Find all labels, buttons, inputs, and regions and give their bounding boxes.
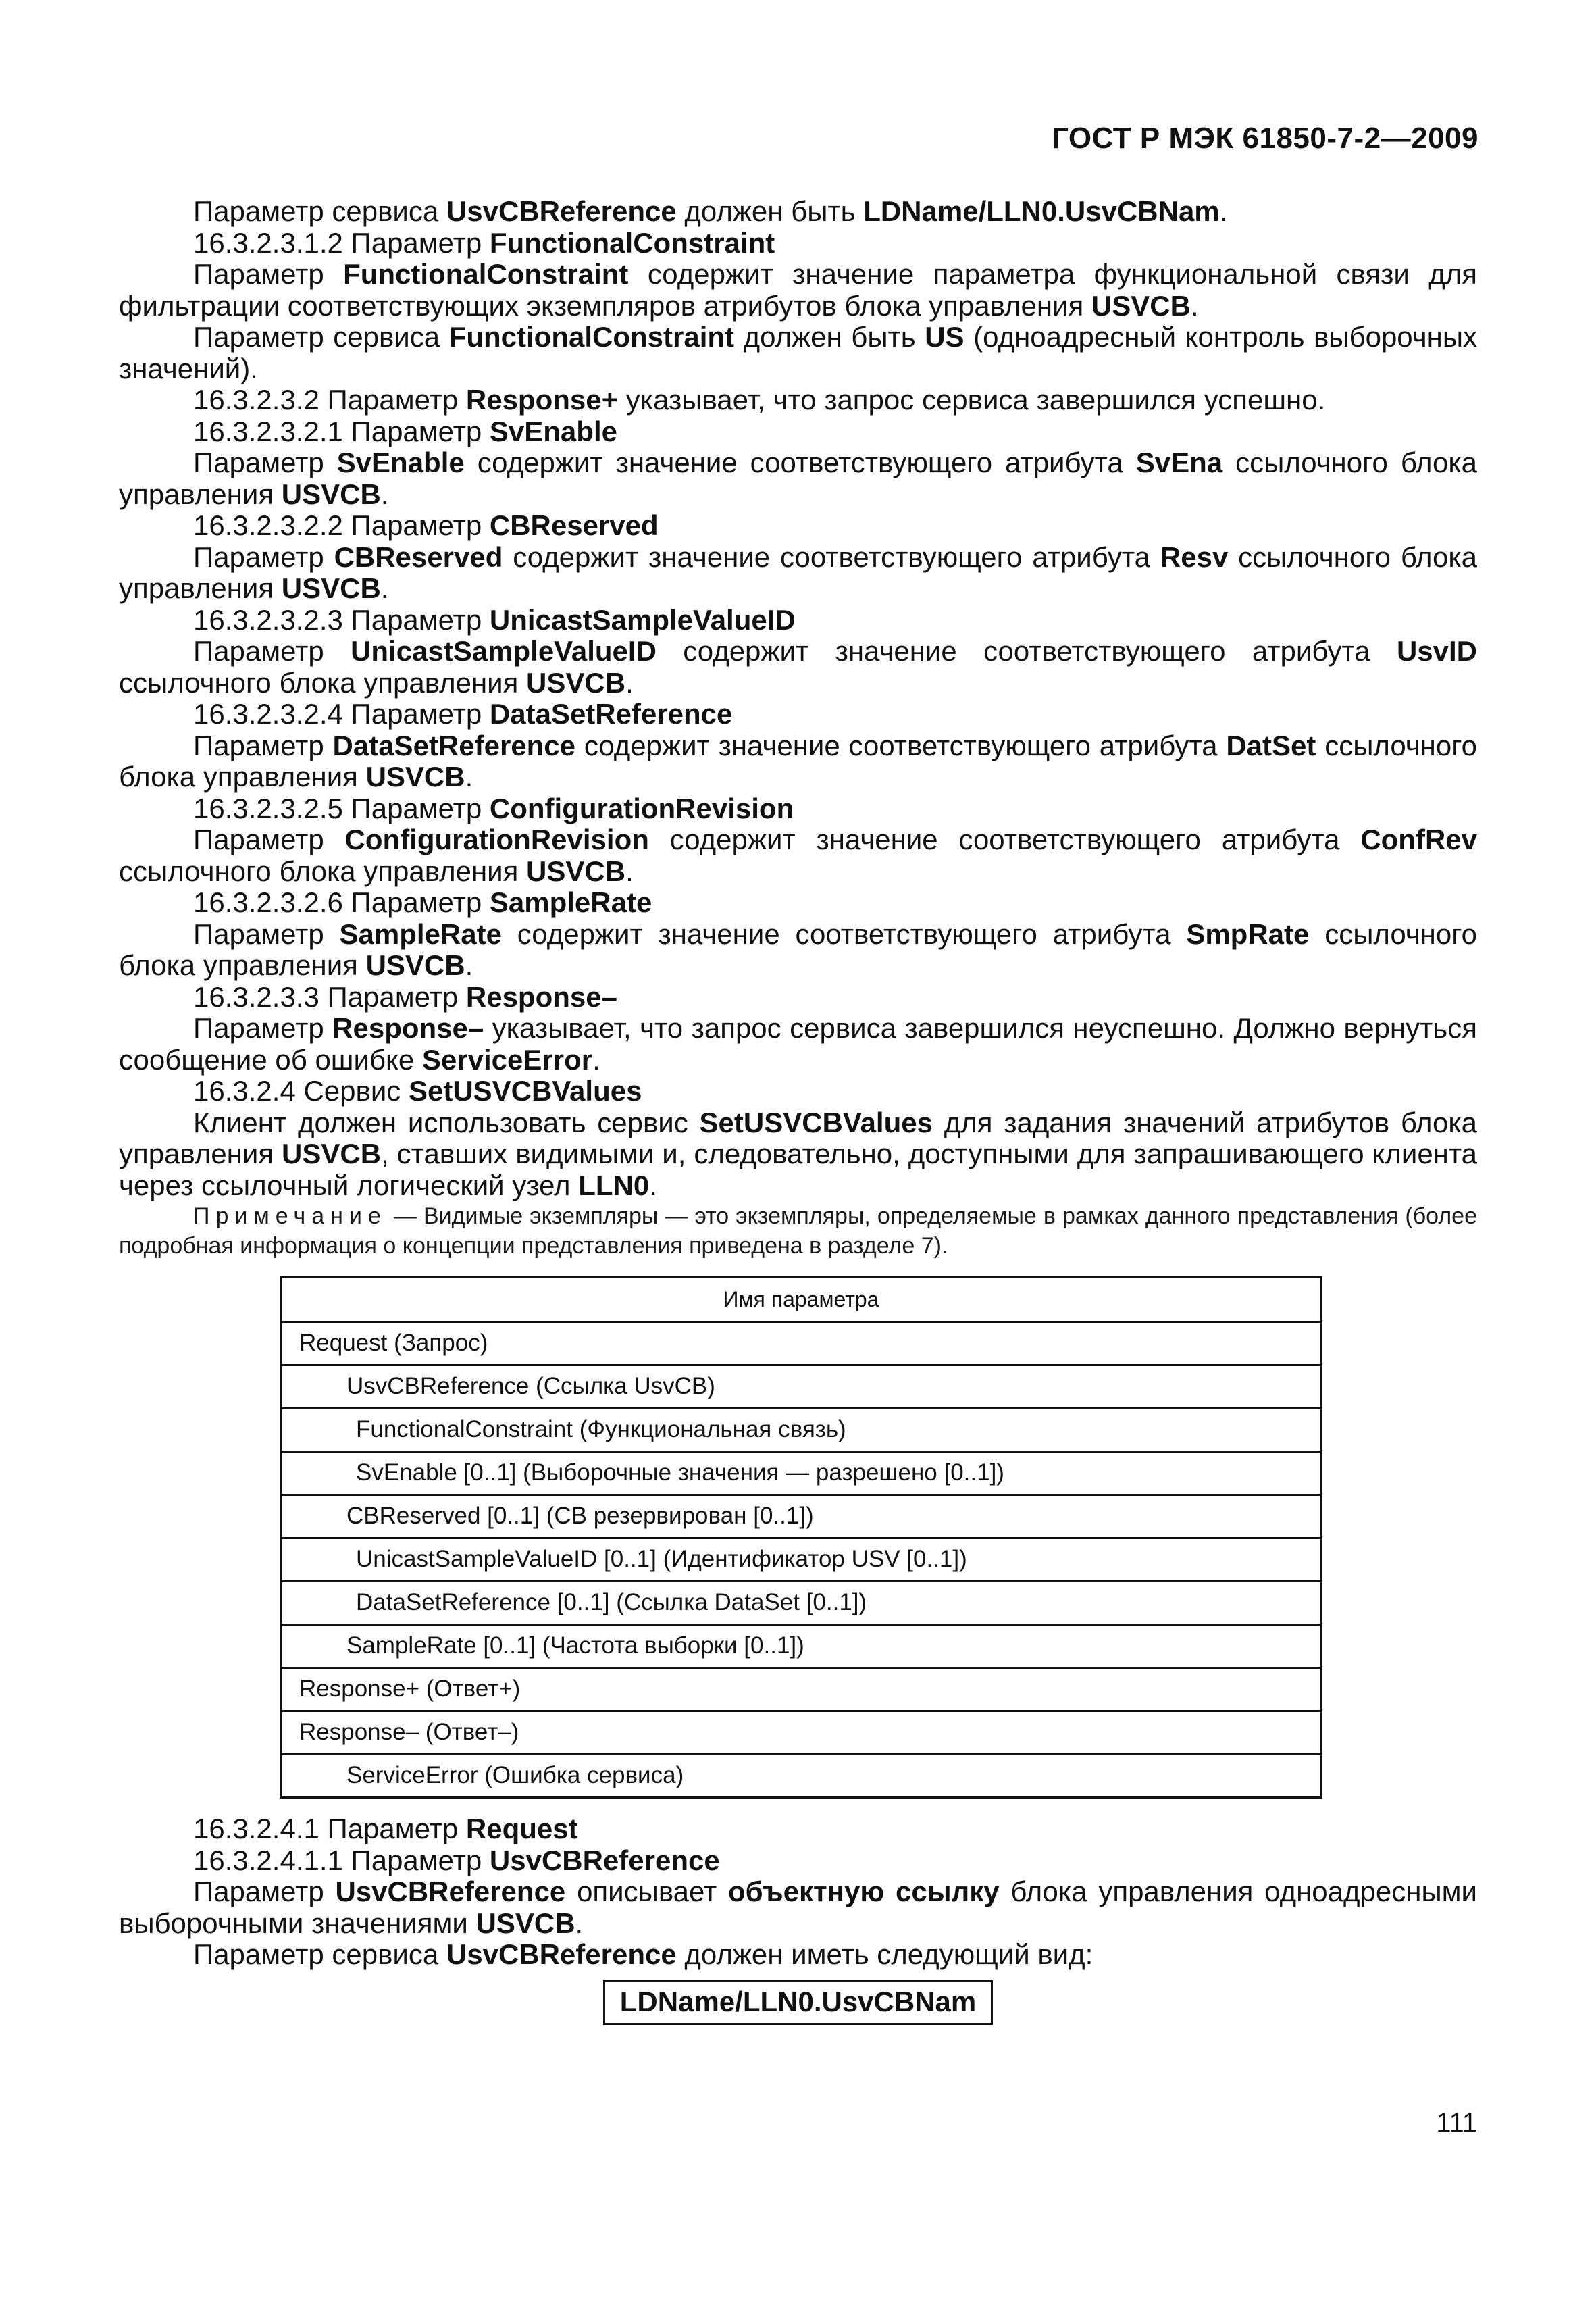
table-row: ServiceError (Ошибка сервиса) bbox=[281, 1755, 1322, 1798]
page-body bbox=[119, 196, 1477, 2025]
paragraph: Параметр DataSetReference содержит значение соответствующего атрибута DatSet ссылочного блока управления USVCB. bbox=[119, 729, 1477, 793]
reference-format-box: LDName/LLN0.UsvCBNam bbox=[603, 1980, 993, 2026]
paragraph: Параметр Response– указывает, что запрос сервиса завершился неуспешно. Должно вернуться сообщение об ошибке ServiceError. bbox=[119, 1012, 1477, 1076]
document-header: ГОСТ Р МЭК 61850-7-2—2009 bbox=[1052, 122, 1478, 155]
page-number: 111 bbox=[1436, 2108, 1477, 2138]
reference-format-box-wrap bbox=[119, 1980, 1477, 2026]
paragraph: Параметр UsvCBReference описывает объектную ссылку блока управления одноадресными выборочными значениями USVCB. bbox=[119, 1876, 1477, 1939]
section-heading: 16.3.2.3.2.4 Параметр DataSetReference bbox=[193, 698, 733, 730]
parameter-table bbox=[280, 1276, 1322, 1799]
table-row: Response– (Ответ–) bbox=[281, 1711, 1322, 1755]
section-heading: 16.3.2.3.2.1 Параметр SvEnable bbox=[193, 415, 617, 447]
section-heading: 16.3.2.3.2.6 Параметр SampleRate bbox=[193, 886, 652, 918]
table-header: Имя параметра bbox=[281, 1277, 1322, 1322]
paragraph: Параметр сервиса FunctionalConstraint должен быть US (одноадресный контроль выборочных значений). bbox=[119, 321, 1477, 384]
paragraph: Параметр сервиса UsvCBReference должен быть LDName/LLN0.UsvCBNam. bbox=[193, 195, 1228, 227]
table-row: FunctionalConstraint (Функциональная связь) bbox=[281, 1409, 1322, 1452]
table-row: UsvCBReference (Ссылка UsvCB) bbox=[281, 1365, 1322, 1409]
table-row: Response+ (Ответ+) bbox=[281, 1668, 1322, 1711]
note: Примечание — Видимые экземпляры — это экземпляры, определяемые в рамках данного представления (более подробная информация о концепции представления приведена в разделе 7). bbox=[119, 1203, 1477, 1259]
section-heading: 16.3.2.4 Сервис SetUSVCBValues bbox=[193, 1075, 642, 1107]
paragraph: Параметр CBReserved содержит значение соответствующего атрибута Resv ссылочного блока управления USVCB. bbox=[119, 540, 1477, 604]
section-heading: 16.3.2.3.2.2 Параметр CBReserved bbox=[193, 509, 659, 541]
section-heading: 16.3.2.3.3 Параметр Response– bbox=[193, 980, 617, 1013]
table-row: CBReserved [0..1] (CB резервирован [0..1]) bbox=[281, 1495, 1322, 1538]
paragraph: Параметр SampleRate содержит значение соответствующего атрибута SmpRate ссылочного блока управления USVCB. bbox=[119, 917, 1477, 981]
section-heading: 16.3.2.3.1.2 Параметр FunctionalConstraint bbox=[193, 226, 775, 259]
paragraph: Параметр ConfigurationRevision содержит значение соответствующего атрибута ConfRev ссылочного блока управления USVCB. bbox=[119, 824, 1477, 887]
section-heading: 16.3.2.4.1 Параметр Request bbox=[193, 1813, 578, 1844]
paragraph: Параметр UnicastSampleValueID содержит значение соответствующего атрибута UsvID ссылочного блока управления USVCB. bbox=[119, 635, 1477, 699]
section-heading: 16.3.2.3.2 Параметр Response+ указывает, что запрос сервиса завершился успешно. bbox=[193, 384, 1326, 416]
table-row: Request (Запрос) bbox=[281, 1322, 1322, 1365]
section-heading: 16.3.2.4.1.1 Параметр UsvCBReference bbox=[193, 1844, 720, 1876]
table-row: DataSetReference [0..1] (Ссылка DataSet [0..1]) bbox=[281, 1582, 1322, 1625]
paragraph: Параметр SvEnable содержит значение соответствующего атрибута SvEna ссылочного блока управления USVCB. bbox=[119, 447, 1477, 510]
table-row: UnicastSampleValueID [0..1] (Идентификатор USV [0..1]) bbox=[281, 1538, 1322, 1582]
section-heading: 16.3.2.3.2.5 Параметр ConfigurationRevision bbox=[193, 792, 794, 824]
table-row: SampleRate [0..1] (Частота выборки [0..1]) bbox=[281, 1625, 1322, 1668]
note-label: Примечание bbox=[193, 1203, 387, 1229]
section-heading: 16.3.2.3.2.3 Параметр UnicastSampleValueID bbox=[193, 603, 796, 636]
paragraph: Параметр FunctionalConstraint содержит значение параметра функциональной связи для фильтрации соответствующих экземпляров атрибутов блока управления USVCB. bbox=[119, 258, 1477, 322]
paragraph: Параметр сервиса UsvCBReference должен иметь следующий вид: bbox=[193, 1938, 1093, 1970]
paragraph: Клиент должен использовать сервис SetUSVCBValues для задания значений атрибутов блока управления USVCB, ставших видимыми и, следовательно, доступными для запрашивающего клиента через ссылочный логический узел LLN0. bbox=[119, 1106, 1477, 1201]
table-row: SvEnable [0..1] (Выборочные значения — разрешено [0..1]) bbox=[281, 1452, 1322, 1495]
